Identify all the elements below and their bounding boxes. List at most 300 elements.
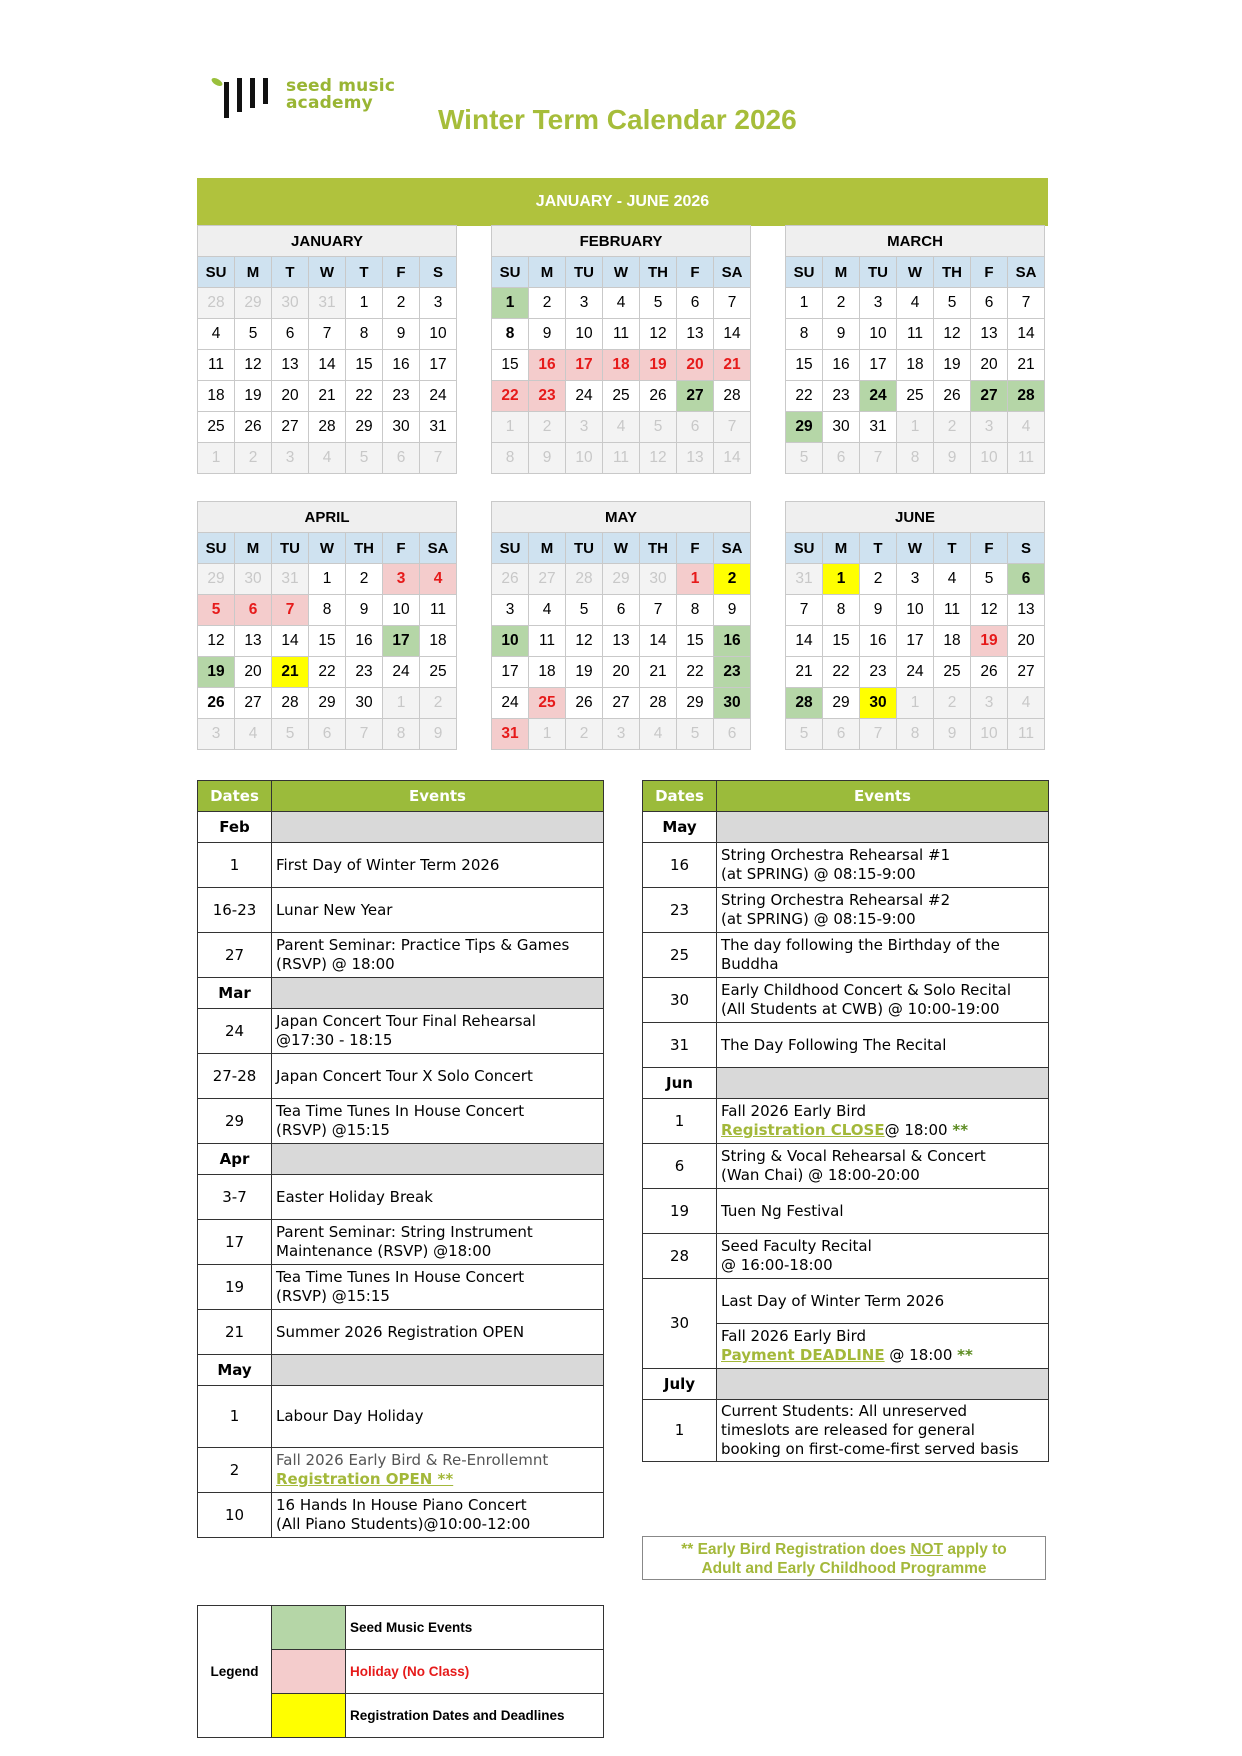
day-cell: 16	[346, 626, 383, 657]
weekday-header: M	[529, 257, 566, 288]
events-header: Events	[272, 781, 604, 812]
weekday-header: TU	[566, 257, 603, 288]
day-cell: 5	[198, 595, 235, 626]
day-cell: 27	[677, 381, 714, 412]
day-cell: 14	[1008, 319, 1045, 350]
event-description: Japan Concert Tour X Solo Concert	[272, 1054, 604, 1099]
day-cell: 3	[897, 564, 934, 595]
day-cell: 14	[309, 350, 346, 381]
day-cell: 14	[640, 626, 677, 657]
dates-header: Dates	[198, 781, 272, 812]
event-date: 1	[643, 1400, 717, 1462]
calendar-january	[197, 225, 457, 474]
day-cell: 9	[934, 443, 971, 474]
day-cell: 2	[420, 688, 457, 719]
month-label: July	[643, 1369, 717, 1400]
day-cell: 21	[786, 657, 823, 688]
weekday-header: M	[529, 533, 566, 564]
day-cell: 5	[640, 288, 677, 319]
weekday-header: F	[677, 533, 714, 564]
day-cell: 21	[309, 381, 346, 412]
day-cell: 28	[1008, 381, 1045, 412]
legend-title: Legend	[198, 1606, 272, 1738]
event-description: Early Childhood Concert & Solo Recital (All Students at CWB) @ 10:00-19:00	[717, 978, 1049, 1023]
day-cell: 4	[235, 719, 272, 750]
day-cell: 7	[860, 443, 897, 474]
day-cell: 5	[677, 719, 714, 750]
month-name: MARCH	[786, 226, 1045, 257]
weekday-header: W	[309, 257, 346, 288]
day-cell: 13	[677, 443, 714, 474]
day-cell: 2	[860, 564, 897, 595]
event-date: 21	[198, 1310, 272, 1355]
day-cell: 1	[383, 688, 420, 719]
seed-music-bars-icon	[210, 74, 282, 120]
month-name: APRIL	[198, 502, 457, 533]
day-cell: 20	[1008, 626, 1045, 657]
weekday-header: SU	[786, 257, 823, 288]
day-cell: 4	[198, 319, 235, 350]
day-cell: 16	[860, 626, 897, 657]
day-cell: 8	[492, 443, 529, 474]
day-cell: 3	[198, 719, 235, 750]
day-cell: 9	[383, 319, 420, 350]
event-description: Last Day of Winter Term 2026	[717, 1279, 1049, 1324]
day-cell: 22	[823, 657, 860, 688]
weekday-header: SU	[786, 533, 823, 564]
day-cell: 11	[1008, 719, 1045, 750]
day-cell: 12	[640, 443, 677, 474]
event-date: 28	[643, 1234, 717, 1279]
day-cell: 12	[971, 595, 1008, 626]
day-cell: 2	[823, 288, 860, 319]
day-cell: 5	[640, 412, 677, 443]
day-cell: 19	[566, 657, 603, 688]
day-cell: 2	[934, 688, 971, 719]
day-cell: 10	[897, 595, 934, 626]
day-cell: 7	[640, 595, 677, 626]
weekday-header: S	[1008, 533, 1045, 564]
day-cell: 3	[971, 412, 1008, 443]
day-cell: 26	[198, 688, 235, 719]
early-bird-note: ** Early Bird Registration does NOT apply to Adult and Early Childhood Programme	[642, 1536, 1046, 1580]
weekday-header: W	[897, 533, 934, 564]
day-cell: 6	[823, 719, 860, 750]
day-cell: 28	[786, 688, 823, 719]
event-description: Fall 2026 Early Bird & Re-Enrollemnt Registration OPEN **	[272, 1448, 604, 1493]
day-cell: 12	[235, 350, 272, 381]
weekday-header: W	[309, 533, 346, 564]
day-cell: 6	[383, 443, 420, 474]
registration-close-link: Registration CLOSE	[721, 1121, 885, 1139]
day-cell: 30	[346, 688, 383, 719]
weekday-header: SU	[198, 533, 235, 564]
page-title: Winter Term Calendar 2026	[438, 104, 797, 135]
day-cell: 16	[529, 350, 566, 381]
day-cell: 31	[860, 412, 897, 443]
weekday-header: TH	[640, 257, 677, 288]
day-cell: 10	[971, 443, 1008, 474]
day-cell: 29	[823, 688, 860, 719]
day-cell: 25	[529, 688, 566, 719]
day-cell: 26	[971, 657, 1008, 688]
event-description: Parent Seminar: String Instrument Maintenance (RSVP) @18:00	[272, 1220, 604, 1265]
day-cell: 21	[640, 657, 677, 688]
day-cell: 5	[786, 719, 823, 750]
day-cell: 18	[897, 350, 934, 381]
event-description: The day following the Birthday of the Buddha	[717, 933, 1049, 978]
day-cell: 22	[677, 657, 714, 688]
day-cell: 25	[897, 381, 934, 412]
day-cell: 30	[714, 688, 751, 719]
day-cell: 7	[420, 443, 457, 474]
day-cell: 1	[897, 688, 934, 719]
day-cell: 6	[677, 412, 714, 443]
day-cell: 10	[492, 626, 529, 657]
day-cell: 18	[198, 381, 235, 412]
day-cell: 19	[235, 381, 272, 412]
day-cell: 10	[860, 319, 897, 350]
day-cell: 7	[1008, 288, 1045, 319]
day-cell: 17	[566, 350, 603, 381]
payment-deadline-link: Payment DEADLINE	[721, 1346, 885, 1364]
weekday-header: S	[420, 257, 457, 288]
event-description: Japan Concert Tour Final Rehearsal @17:30 - 18:15	[272, 1009, 604, 1054]
calendar-april	[197, 501, 457, 750]
month-name: JANUARY	[198, 226, 457, 257]
event-description: First Day of Winter Term 2026	[272, 843, 604, 888]
event-date: 27-28	[198, 1054, 272, 1099]
day-cell: 18	[420, 626, 457, 657]
day-cell: 4	[420, 564, 457, 595]
event-description: Tea Time Tunes In House Concert (RSVP) @15:15	[272, 1099, 604, 1144]
day-cell: 8	[383, 719, 420, 750]
day-cell: 16	[383, 350, 420, 381]
day-cell: 5	[346, 443, 383, 474]
event-description: Easter Holiday Break	[272, 1175, 604, 1220]
event-date: 2	[198, 1448, 272, 1493]
day-cell: 15	[786, 350, 823, 381]
day-cell: 27	[971, 381, 1008, 412]
day-cell: 22	[786, 381, 823, 412]
day-cell: 28	[714, 381, 751, 412]
day-cell: 20	[677, 350, 714, 381]
day-cell: 13	[603, 626, 640, 657]
day-cell: 31	[272, 564, 309, 595]
day-cell: 26	[492, 564, 529, 595]
day-cell: 3	[971, 688, 1008, 719]
day-cell: 23	[529, 381, 566, 412]
day-cell: 2	[529, 288, 566, 319]
day-cell: 9	[714, 595, 751, 626]
event-date: 30	[643, 1279, 717, 1369]
day-cell: 7	[860, 719, 897, 750]
month-label: Jun	[643, 1068, 717, 1099]
legend-swatch-registration	[272, 1694, 346, 1738]
weekday-header: F	[971, 533, 1008, 564]
day-cell: 13	[235, 626, 272, 657]
day-cell: 6	[1008, 564, 1045, 595]
day-cell: 6	[603, 595, 640, 626]
day-cell: 29	[677, 688, 714, 719]
event-date: 1	[198, 1386, 272, 1448]
event-date: 16-23	[198, 888, 272, 933]
event-date: 29	[198, 1099, 272, 1144]
weekday-header: M	[823, 257, 860, 288]
day-cell: 15	[309, 626, 346, 657]
day-cell: 9	[529, 319, 566, 350]
day-cell: 2	[529, 412, 566, 443]
day-cell: 13	[1008, 595, 1045, 626]
events-header: Events	[717, 781, 1049, 812]
day-cell: 26	[934, 381, 971, 412]
day-cell: 24	[420, 381, 457, 412]
event-description: String & Vocal Rehearsal & Concert (Wan Chai) @ 18:00-20:00	[717, 1144, 1049, 1189]
day-cell: 17	[492, 657, 529, 688]
day-cell: 31	[309, 288, 346, 319]
weekday-header: F	[971, 257, 1008, 288]
day-cell: 18	[934, 626, 971, 657]
day-cell: 19	[971, 626, 1008, 657]
day-cell: 13	[272, 350, 309, 381]
day-cell: 17	[383, 626, 420, 657]
day-cell: 25	[420, 657, 457, 688]
day-cell: 24	[897, 657, 934, 688]
day-cell: 17	[420, 350, 457, 381]
day-cell: 24	[566, 381, 603, 412]
day-cell: 11	[603, 319, 640, 350]
weekday-header: W	[897, 257, 934, 288]
day-cell: 10	[566, 443, 603, 474]
day-cell: 27	[603, 688, 640, 719]
day-cell: 29	[198, 564, 235, 595]
day-cell: 28	[640, 688, 677, 719]
day-cell: 9	[346, 595, 383, 626]
weekday-header: SU	[492, 533, 529, 564]
day-cell: 9	[934, 719, 971, 750]
day-cell: 4	[640, 719, 677, 750]
day-cell: 23	[860, 657, 897, 688]
day-cell: 7	[714, 412, 751, 443]
weekday-header: SA	[1008, 257, 1045, 288]
day-cell: 11	[420, 595, 457, 626]
day-cell: 29	[309, 688, 346, 719]
weekday-header: T	[860, 533, 897, 564]
day-cell: 5	[566, 595, 603, 626]
weekday-header: SA	[714, 257, 751, 288]
day-cell: 2	[566, 719, 603, 750]
calendar-may	[491, 501, 751, 750]
day-cell: 3	[383, 564, 420, 595]
logo-line-1: seed music	[286, 76, 396, 96]
day-cell: 1	[529, 719, 566, 750]
day-cell: 29	[603, 564, 640, 595]
day-cell: 19	[934, 350, 971, 381]
day-cell: 22	[492, 381, 529, 412]
day-cell: 2	[235, 443, 272, 474]
day-cell: 29	[235, 288, 272, 319]
day-cell: 12	[934, 319, 971, 350]
day-cell: 11	[897, 319, 934, 350]
legend-swatch-holiday	[272, 1650, 346, 1694]
event-date: 17	[198, 1220, 272, 1265]
day-cell: 30	[235, 564, 272, 595]
month-name: JUNE	[786, 502, 1045, 533]
month-label: Feb	[198, 812, 272, 843]
term-banner: JANUARY - JUNE 2026	[197, 178, 1048, 226]
month-label: Apr	[198, 1144, 272, 1175]
day-cell: 24	[860, 381, 897, 412]
event-description: Labour Day Holiday	[272, 1386, 604, 1448]
event-date: 16	[643, 843, 717, 888]
event-description: Fall 2026 Early Bird Registration CLOSE@ 18:00 **	[717, 1099, 1049, 1144]
day-cell: 12	[566, 626, 603, 657]
day-cell: 27	[1008, 657, 1045, 688]
day-cell: 1	[677, 564, 714, 595]
day-cell: 23	[714, 657, 751, 688]
day-cell: 21	[714, 350, 751, 381]
day-cell: 23	[383, 381, 420, 412]
day-cell: 4	[529, 595, 566, 626]
day-cell: 24	[383, 657, 420, 688]
day-cell: 3	[272, 443, 309, 474]
day-cell: 26	[640, 381, 677, 412]
day-cell: 11	[529, 626, 566, 657]
day-cell: 25	[603, 381, 640, 412]
day-cell: 11	[934, 595, 971, 626]
day-cell: 2	[714, 564, 751, 595]
day-cell: 28	[566, 564, 603, 595]
month-label: May	[198, 1355, 272, 1386]
month-label: May	[643, 812, 717, 843]
day-cell: 8	[786, 319, 823, 350]
day-cell: 19	[640, 350, 677, 381]
day-cell: 8	[346, 319, 383, 350]
day-cell: 1	[823, 564, 860, 595]
day-cell: 14	[714, 443, 751, 474]
day-cell: 3	[860, 288, 897, 319]
day-cell: 25	[198, 412, 235, 443]
day-cell: 14	[714, 319, 751, 350]
day-cell: 17	[897, 626, 934, 657]
day-cell: 16	[823, 350, 860, 381]
day-cell: 12	[640, 319, 677, 350]
legend-holiday-label: Holiday (No Class)	[346, 1650, 604, 1694]
weekday-header: TU	[272, 533, 309, 564]
weekday-header: M	[823, 533, 860, 564]
day-cell: 10	[566, 319, 603, 350]
day-cell: 2	[383, 288, 420, 319]
day-cell: 6	[823, 443, 860, 474]
day-cell: 13	[971, 319, 1008, 350]
day-cell: 27	[235, 688, 272, 719]
event-description: Lunar New Year	[272, 888, 604, 933]
weekday-header: T	[934, 533, 971, 564]
weekday-header: SA	[714, 533, 751, 564]
calendar-march	[785, 225, 1045, 474]
weekday-header: TH	[346, 533, 383, 564]
event-description: String Orchestra Rehearsal #1 (at SPRING) @ 08:15-9:00	[717, 843, 1049, 888]
day-cell: 5	[786, 443, 823, 474]
event-description: Current Students: All unreserved timeslots are released for general booking on first-come-first served basis	[717, 1400, 1049, 1462]
day-cell: 1	[309, 564, 346, 595]
day-cell: 28	[272, 688, 309, 719]
event-date: 19	[198, 1265, 272, 1310]
day-cell: 7	[786, 595, 823, 626]
event-date: 6	[643, 1144, 717, 1189]
event-date: 19	[643, 1189, 717, 1234]
event-description: Tuen Ng Festival	[717, 1189, 1049, 1234]
weekday-header: TU	[566, 533, 603, 564]
event-date: 24	[198, 1009, 272, 1054]
event-description: The Day Following The Recital	[717, 1023, 1049, 1068]
day-cell: 8	[309, 595, 346, 626]
day-cell: 23	[346, 657, 383, 688]
day-cell: 4	[897, 288, 934, 319]
legend-swatch-events	[272, 1606, 346, 1650]
weekday-header: TH	[934, 257, 971, 288]
day-cell: 27	[272, 412, 309, 443]
event-description: Fall 2026 Early Bird Payment DEADLINE @ 18:00 **	[717, 1324, 1049, 1369]
day-cell: 28	[309, 412, 346, 443]
day-cell: 28	[198, 288, 235, 319]
weekday-header: T	[272, 257, 309, 288]
day-cell: 24	[492, 688, 529, 719]
day-cell: 1	[897, 412, 934, 443]
day-cell: 2	[346, 564, 383, 595]
day-cell: 11	[1008, 443, 1045, 474]
day-cell: 30	[383, 412, 420, 443]
day-cell: 7	[714, 288, 751, 319]
day-cell: 31	[492, 719, 529, 750]
month-name: MAY	[492, 502, 751, 533]
day-cell: 10	[420, 319, 457, 350]
day-cell: 13	[677, 319, 714, 350]
day-cell: 10	[383, 595, 420, 626]
day-cell: 8	[492, 319, 529, 350]
day-cell: 5	[971, 564, 1008, 595]
day-cell: 1	[786, 288, 823, 319]
day-cell: 29	[346, 412, 383, 443]
event-date: 25	[643, 933, 717, 978]
day-cell: 9	[420, 719, 457, 750]
day-cell: 15	[677, 626, 714, 657]
day-cell: 20	[235, 657, 272, 688]
day-cell: 5	[934, 288, 971, 319]
day-cell: 27	[529, 564, 566, 595]
day-cell: 3	[566, 288, 603, 319]
day-cell: 12	[198, 626, 235, 657]
event-description: 16 Hands In House Piano Concert (All Piano Students)@10:00-12:00	[272, 1493, 604, 1538]
day-cell: 16	[714, 626, 751, 657]
day-cell: 4	[1008, 412, 1045, 443]
day-cell: 4	[309, 443, 346, 474]
day-cell: 3	[566, 412, 603, 443]
day-cell: 6	[971, 288, 1008, 319]
day-cell: 18	[529, 657, 566, 688]
day-cell: 9	[529, 443, 566, 474]
event-date: 10	[198, 1493, 272, 1538]
day-cell: 26	[566, 688, 603, 719]
weekday-header: M	[235, 257, 272, 288]
day-cell: 1	[346, 288, 383, 319]
weekday-header: SU	[492, 257, 529, 288]
day-cell: 23	[823, 381, 860, 412]
legend-registration-label: Registration Dates and Deadlines	[346, 1694, 604, 1738]
day-cell: 15	[823, 626, 860, 657]
event-date: 27	[198, 933, 272, 978]
month-label: Mar	[198, 978, 272, 1009]
